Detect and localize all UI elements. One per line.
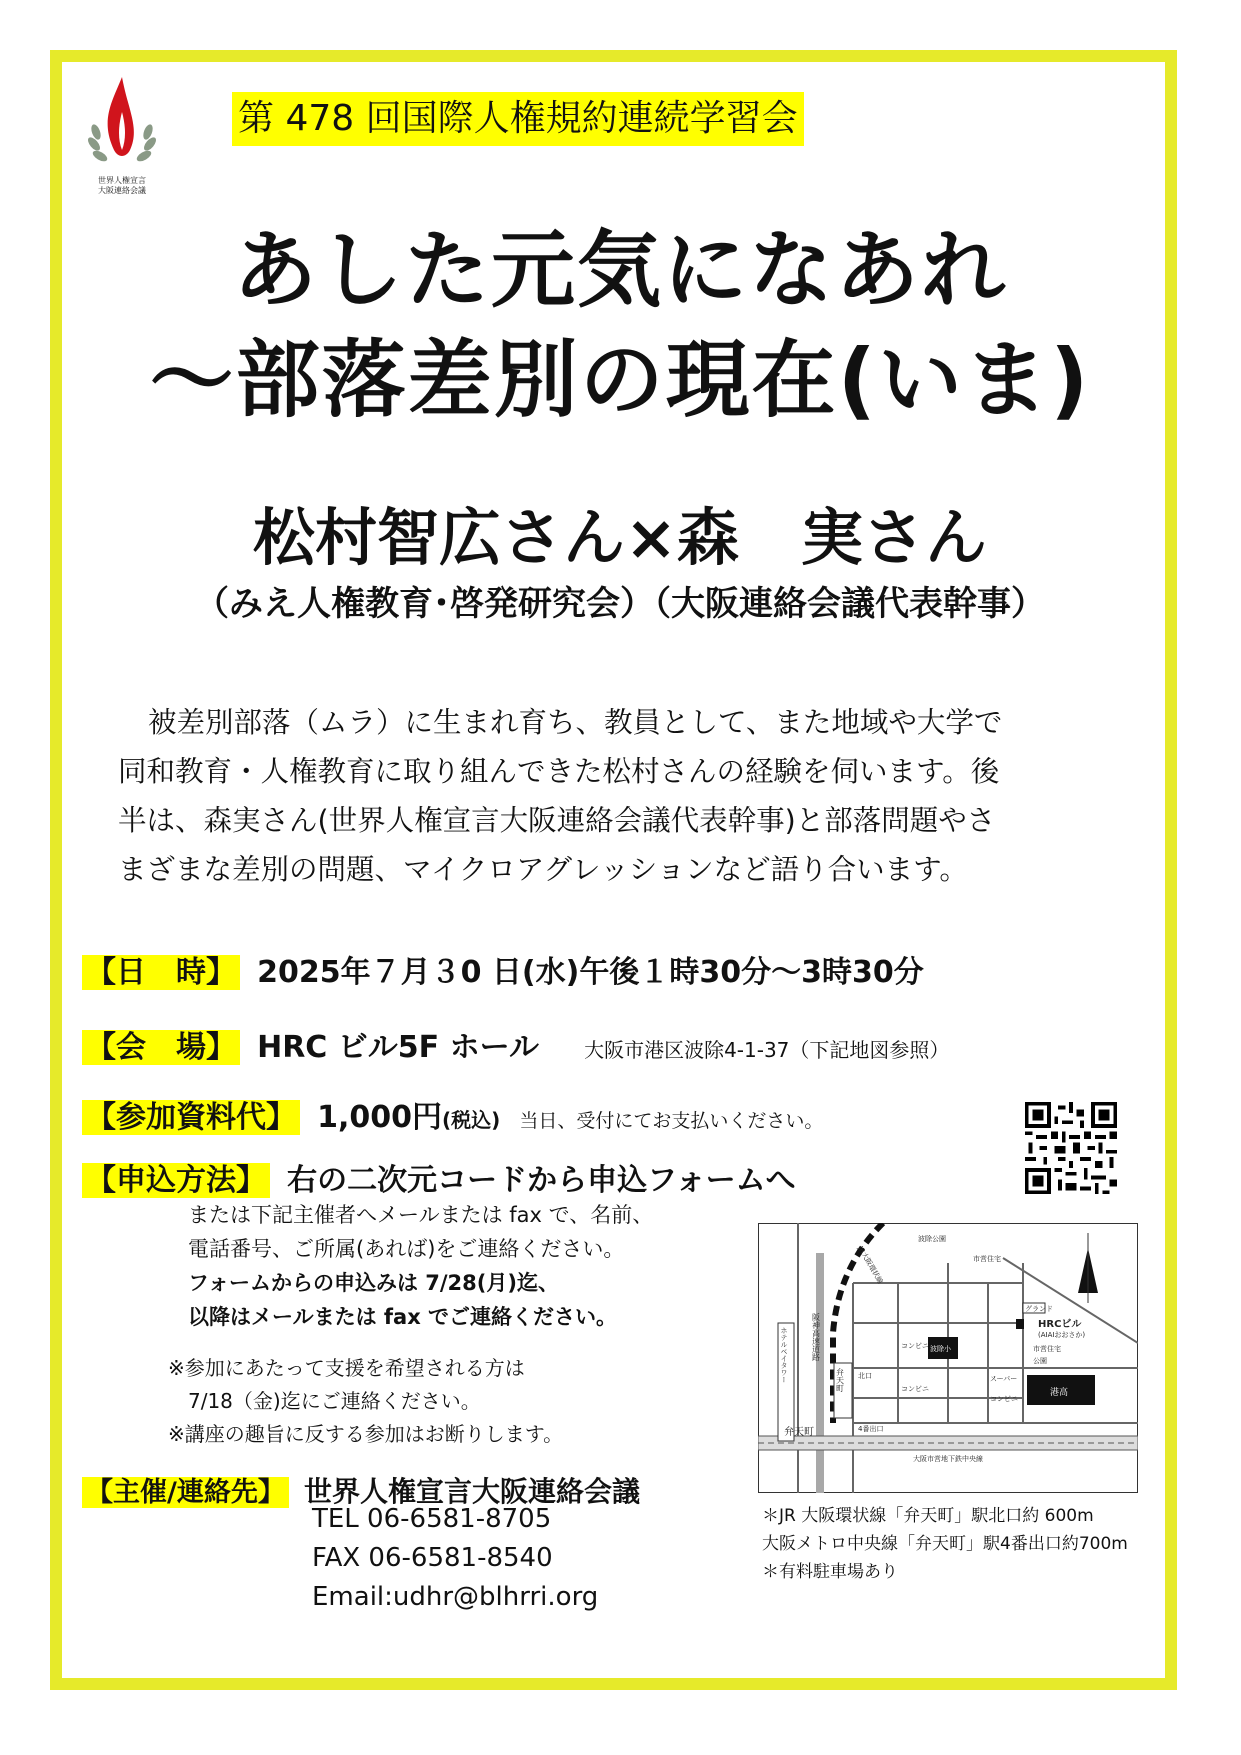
series-banner: 第 478 回国際人権規約連続学習会 <box>232 92 804 146</box>
apply-detail-line: 以降はメールまたは fax でご連絡ください。 <box>188 1305 618 1329</box>
organizer-name: 世界人権宣言大阪連絡会議 <box>303 1475 640 1508</box>
fee-tax: (税込) <box>442 1108 501 1132</box>
fee-note: 当日、受付にてお支払いください。 <box>519 1110 824 1132</box>
map-label-hotel: ホテルベイタワー <box>780 1327 788 1383</box>
apply-detail-line: フォームからの申込みは 7/28(月)迄、 <box>188 1271 559 1295</box>
map-label-jr-line: JR大阪環状線 <box>856 1245 885 1286</box>
access-line: ＊有料駐車場あり <box>762 1562 898 1582</box>
map-label-konbini3: コンビニ <box>990 1395 1018 1403</box>
contact-tel: TEL 06-6581-8705 <box>312 1504 552 1534</box>
support-note-line: 7/18（金)迄にご連絡ください。 <box>168 1389 481 1413</box>
apply-detail-line: または下記主催者へメールまたは fax で、名前、 <box>188 1203 654 1227</box>
map-label-namiyoke-park: 波除公園 <box>918 1235 946 1243</box>
contact-email[interactable]: Email:udhr@blhrri.org <box>312 1582 599 1612</box>
map-label-park: 公園 <box>1033 1357 1047 1365</box>
date-value: 2025年７月３0 日(水)午後１時30分～3時30分 <box>257 955 924 990</box>
map-label-municipal-housing1: 市営住宅 <box>973 1255 1001 1263</box>
access-line: 大阪メトロ中央線「弁天町」駅4番出口約700m <box>762 1534 1128 1554</box>
apply-detail-line: 電話番号、ご所属(あれば)をご連絡ください。 <box>188 1237 625 1261</box>
venue-row <box>82 1022 949 1066</box>
venue-value: HRC ビル5F ホール <box>257 1030 539 1065</box>
speaker-affiliations: （みえ人権教育･啓発研究会）（大阪連絡会議代表幹事） <box>195 584 1045 624</box>
contact-info <box>312 1500 598 1617</box>
description-line: 半は、森実さん(世界人権宣言大阪連絡会議代表幹事)と部落問題やさ <box>118 804 996 837</box>
map-label-namiyoke-school: 波除小 <box>930 1345 951 1353</box>
organizer-label: 【主催/連絡先】 <box>82 1477 289 1508</box>
map-label-konbini1: コンビニ <box>901 1342 929 1350</box>
description-line: 同和教育・人権教育に取り組んできた松村さんの経験を伺います。後 <box>118 755 1000 788</box>
support-note-line: ※参加にあたって支援を希望される方は <box>168 1356 525 1380</box>
event-description <box>118 698 1138 894</box>
map-label-minato-high: 港高 <box>1050 1388 1069 1398</box>
qr-code[interactable] <box>1025 1102 1117 1194</box>
map-label-municipal-housing2: 市営住宅 <box>1033 1345 1061 1353</box>
map-label-exit4: 4番出口 <box>858 1425 884 1433</box>
map-label-hanshin: 阪神高速道路 <box>811 1313 821 1361</box>
map-label-hrc-building: HRCビル <box>1038 1319 1082 1330</box>
description-line: まざまな差別の問題、マイクロアグレッションなど語り合います。 <box>118 853 968 886</box>
support-note-line: ※講座の趣旨に反する参加はお断りします。 <box>168 1422 564 1446</box>
map-label-ground: グランド <box>1025 1305 1053 1313</box>
access-line: ＊JR 大阪環状線「弁天町」駅北口約 600m <box>762 1506 1094 1526</box>
main-title-line2: ～部落差別の現在(いま) <box>149 331 1091 429</box>
contact-fax: FAX 06-6581-8540 <box>312 1543 553 1573</box>
fee-label: 【参加資料代】 <box>82 1100 300 1135</box>
map-label-kitaguchi: 北口 <box>858 1372 872 1380</box>
map-label-bentencho-station: 弁天町 <box>835 1368 845 1392</box>
map-label-konbini2: コンビニ <box>901 1385 929 1393</box>
access-map <box>758 1223 1138 1493</box>
date-row <box>82 947 924 991</box>
logo-line1: 世界人権宣言 <box>98 176 146 185</box>
description-line: 被差別部落（ムラ）に生まれ育ち、教員として、また地域や大学で <box>148 706 1003 739</box>
date-label: 【日 時】 <box>82 955 240 990</box>
venue-label: 【会 場】 <box>82 1030 240 1065</box>
fee-value: 1,000円 <box>317 1100 442 1135</box>
apply-row <box>82 1155 796 1199</box>
logo-caption <box>82 176 162 196</box>
fee-row <box>82 1092 823 1136</box>
apply-label: 【申込方法】 <box>82 1163 270 1198</box>
flame-laurel-icon <box>82 72 162 172</box>
apply-value: 右の二次元コードから申込フォームへ <box>287 1163 796 1198</box>
map-label-bentencho: 弁天町 <box>784 1427 814 1438</box>
logo-line2: 大阪連絡会議 <box>98 186 146 195</box>
access-info <box>762 1502 1128 1586</box>
main-title-line1: あした元気になあれ <box>232 221 1007 319</box>
speaker-names: 松村智広さん×森 実さん <box>253 501 987 574</box>
venue-address: 大阪市港区波除4-1-37（下記地図参照） <box>584 1038 950 1062</box>
map-label-hrc-sub: (AIAIおおさか) <box>1038 1331 1086 1339</box>
organization-logo <box>82 72 162 202</box>
support-notes <box>168 1352 563 1451</box>
apply-details <box>188 1198 653 1334</box>
map-label-supermarket: スーパー <box>990 1375 1018 1383</box>
map-label-chuo-line: 大阪市営地下鉄中央線 <box>913 1455 983 1463</box>
